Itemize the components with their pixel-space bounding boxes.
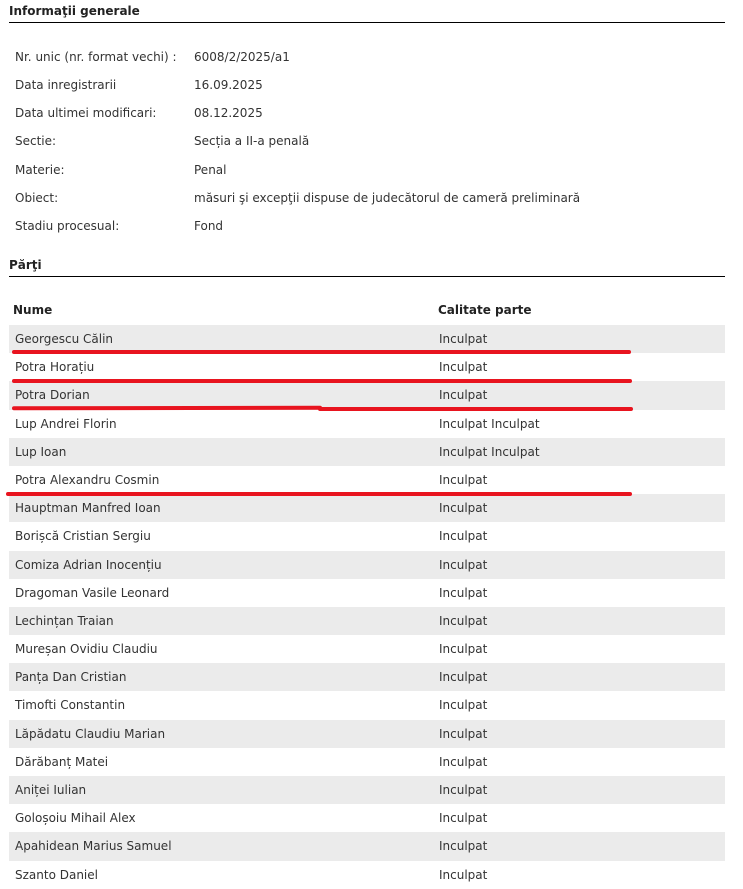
table-row [9, 353, 725, 381]
highlight-underline [6, 492, 632, 496]
party-name: Potra Dorian [15, 388, 90, 403]
info-field-label: Materie: [15, 163, 65, 177]
party-name: Lup Andrei Florin [15, 416, 117, 431]
column-header-name: Nume [13, 303, 53, 317]
parties-divider [9, 276, 725, 277]
table-row [9, 522, 725, 550]
party-name: Lăpădatu Claudiu Marian [15, 726, 166, 741]
table-row [9, 325, 725, 353]
party-name: Panța Dan Cristian [15, 670, 127, 685]
party-name: Timofti Constantin [15, 698, 126, 713]
table-row [9, 635, 725, 663]
party-name: Borișcă Cristian Sergiu [15, 529, 151, 544]
table-row [9, 494, 725, 522]
info-field-value: măsuri şi excepţii dispuse de judecătorul de cameră preliminară [194, 191, 581, 205]
party-name: Potra Alexandru Cosmin [15, 472, 160, 487]
party-name: Hauptman Manfred Ioan [15, 501, 161, 516]
info-field-label: Nr. unic (nr. format vechi) : [15, 50, 177, 64]
party-role: Inculpat [439, 557, 488, 572]
general-info-title: Informaţii generale [9, 4, 140, 18]
party-name: Comiza Adrian Inocențiu [15, 557, 162, 572]
party-role: Inculpat [439, 698, 488, 713]
table-row [9, 438, 725, 466]
party-name: Szanto Daniel [15, 867, 98, 882]
table-row [9, 861, 725, 889]
column-header-role: Calitate parte [438, 303, 532, 317]
table-row [9, 551, 725, 579]
party-name: Aniței Iulian [15, 783, 87, 797]
party-role: Inculpat Inculpat [439, 416, 540, 431]
party-role: Inculpat [439, 754, 488, 769]
info-field-label: Sectie: [15, 134, 57, 148]
info-field-value: 16.09.2025 [194, 78, 263, 92]
table-row [9, 410, 725, 438]
party-role: Inculpat [439, 867, 488, 882]
party-name: Dragoman Vasile Leonard [15, 585, 170, 600]
info-field-label: Data inregistrarii [15, 78, 117, 92]
info-field-value: 6008/2/2025/a1 [194, 50, 290, 64]
party-name: Goloșoiu Mihail Alex [15, 811, 136, 826]
party-role: Inculpat Inculpat [439, 444, 540, 459]
party-role: Inculpat [439, 388, 488, 403]
table-row [9, 776, 725, 804]
party-role: Inculpat [439, 529, 488, 544]
party-role: Inculpat [439, 585, 488, 600]
party-name: Lechințan Traian [15, 613, 114, 628]
party-role: Inculpat [439, 811, 488, 826]
party-role: Inculpat [439, 839, 488, 854]
party-name: Potra Horațiu [15, 360, 95, 375]
highlight-underline [12, 406, 322, 411]
general-info-divider [9, 22, 725, 23]
info-field-value: Penal [194, 163, 227, 177]
party-name: Georgescu Călin [15, 332, 114, 346]
info-field-value: Fond [194, 219, 224, 233]
table-row [9, 466, 725, 494]
info-field-label: Data ultimei modificari: [15, 106, 157, 120]
party-role: Inculpat [439, 642, 488, 657]
party-role: Inculpat [439, 726, 488, 741]
table-row [9, 748, 725, 776]
highlight-underline [12, 379, 632, 383]
info-field-label: Stadiu procesual: [15, 219, 120, 233]
table-row [9, 804, 725, 832]
table-row [9, 832, 725, 860]
party-name: Dărăbanț Matei [15, 754, 109, 769]
party-role: Inculpat [439, 783, 488, 797]
table-row [9, 607, 725, 635]
party-name: Apahidean Marius Samuel [15, 839, 172, 854]
party-name: Lup Ioan [15, 444, 67, 459]
highlight-underline [12, 350, 631, 354]
parties-table-header [9, 298, 725, 322]
parties-title: Părţi [9, 258, 42, 272]
info-field-value: 08.12.2025 [194, 106, 263, 120]
party-name: Mureșan Ovidiu Claudiu [15, 642, 158, 657]
party-role: Inculpat [439, 332, 488, 346]
party-role: Inculpat [439, 472, 488, 487]
table-row [9, 579, 725, 607]
info-field-label: Obiect: [15, 191, 59, 205]
party-role: Inculpat [439, 360, 488, 375]
party-role: Inculpat [439, 613, 488, 628]
table-row [9, 720, 725, 748]
party-role: Inculpat [439, 670, 488, 685]
table-row [9, 663, 725, 691]
info-field-value: Secția a II-a penală [194, 134, 310, 148]
party-role: Inculpat [439, 501, 488, 516]
highlight-underline [318, 407, 633, 411]
table-row [9, 691, 725, 719]
